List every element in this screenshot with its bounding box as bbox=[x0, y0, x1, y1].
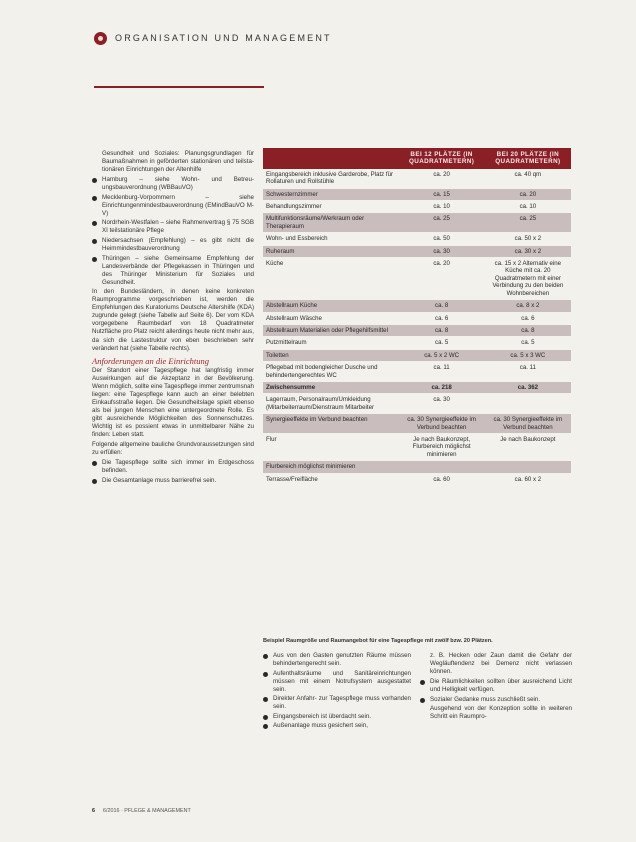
table-row bbox=[263, 349, 571, 361]
table-cell-value: ca. 30 bbox=[399, 394, 485, 414]
table-row bbox=[263, 473, 571, 485]
section-header bbox=[94, 30, 332, 46]
table-cell-label: Abstellraum Küche bbox=[263, 300, 399, 312]
section-title: ORGANISATION UND MANAGEMENT bbox=[115, 33, 332, 43]
table-cell-label: Flur bbox=[263, 433, 399, 460]
body-paragraph: z. B. Hecken oder Zaun damit die Gefahr der Wegläuftendenz bei Demenz nicht verlassen können. bbox=[430, 652, 572, 676]
table-row bbox=[263, 324, 571, 336]
table-cell-label: Flurbereich möglichst minimieren bbox=[263, 461, 399, 473]
table-row bbox=[263, 300, 571, 312]
list-item: Die Räumlichkeiten sollten über ausreichend Licht und Helligkeit verfügen. bbox=[420, 678, 572, 694]
body-paragraph: Ausgehend von der Konzeption sollte in weiteren Schritt ein Raumpro- bbox=[430, 705, 572, 721]
intro-paragraph: Gesundheit und Soziales: Planungsgrundlagen für Baumaßnahmen in geförderten stationären und teilstationären Einrichtungen der Altenhilfe bbox=[102, 150, 254, 174]
table-row bbox=[263, 381, 571, 393]
table-cell-value: ca. 50 x 2 bbox=[485, 233, 571, 245]
table-cell-value: ca. 10 bbox=[485, 201, 571, 213]
header-rule bbox=[94, 86, 264, 88]
table-cell-label: Terrasse/Freifläche bbox=[263, 473, 399, 485]
table-cell-value: ca. 25 bbox=[485, 213, 571, 233]
table-cell-value: ca. 218 bbox=[399, 381, 485, 393]
table-cell-value: ca. 15 x 2 Alternativ eine Küche mit ca. 20 Quadratmetern mit einer Verbindung zu den beiden Wohnbereichen bbox=[485, 258, 571, 300]
table-cell-value: ca. 5 x 2 WC bbox=[399, 349, 485, 361]
table-cell-value: ca. 8 x 2 bbox=[485, 300, 571, 312]
table-cell-value: ca. 20 bbox=[399, 258, 485, 300]
table-cell-value: ca. 50 bbox=[399, 233, 485, 245]
table-cell-label: Wohn- und Essbereich bbox=[263, 233, 399, 245]
table-cell-label: Eingangsbereich inklusive Garderobe, Platz für Rollaturen und Rollstühle bbox=[263, 169, 399, 188]
table-row bbox=[263, 312, 571, 324]
table-cell-value: ca. 11 bbox=[485, 362, 571, 382]
table-cell-value: ca. 25 bbox=[399, 213, 485, 233]
table-row bbox=[263, 461, 571, 473]
table-cell-value: ca. 11 bbox=[399, 362, 485, 382]
list-item: Thüringen – siehe Gemeinsame Empfehlung der Landesverbände der Pflegekassen in Thüringen und des Thüringer Ministerium für Soziales und Gesundheit. bbox=[92, 255, 254, 287]
table-cell-label: Schwesternzimmer bbox=[263, 188, 399, 200]
list-item: Mecklenburg-Vorpommern – siehe Einrichtungenmindestbauverordnung (EMindBauVO M-V) bbox=[92, 194, 254, 218]
room-size-table bbox=[263, 148, 571, 486]
page-footer bbox=[92, 808, 191, 814]
list-item: Eingangsbereich ist überdacht sein. bbox=[263, 713, 411, 721]
table-cell-label: Abstellraum Wäsche bbox=[263, 312, 399, 324]
table-cell-value: ca. 30 x 2 bbox=[485, 245, 571, 257]
table-cell-value: Je nach Baukonzept, Flurbereich möglichst minimieren bbox=[399, 433, 485, 460]
table-header-cell: BEI 20 PLÄTZE (IN QUADRATMETERN) bbox=[485, 148, 571, 169]
list-item: Nordrhein-Westfalen – siehe Rahmenvertrag § 75 SGB XI teilstationäre Pflege bbox=[92, 219, 254, 235]
table-cell-value: ca. 8 bbox=[399, 300, 485, 312]
table-cell-value bbox=[485, 394, 571, 414]
table-header-cell: BEI 12 PLÄTZE (IN QUADRATMETERN) bbox=[399, 148, 485, 169]
table-cell-value: ca. 6 bbox=[399, 312, 485, 324]
table-row bbox=[263, 201, 571, 213]
section-bullet-icon bbox=[94, 32, 107, 45]
list-item: Die Tagespflege sollte sich immer im Erdgeschoss befinden. bbox=[92, 459, 254, 475]
table-cell-label: Abstellraum Materialien oder Pflegehilfsmittel bbox=[263, 324, 399, 336]
table-row bbox=[263, 394, 571, 414]
table-cell-value: ca. 20 bbox=[399, 169, 485, 188]
table-row bbox=[263, 337, 571, 349]
table-cell-value: ca. 8 bbox=[485, 324, 571, 336]
list-item: Sozialer Gedanke muss zuschließt sein. bbox=[420, 696, 572, 704]
footer-text: 6/2016 · PFLEGE & MANAGEMENT bbox=[103, 808, 191, 814]
table-cell-value: ca. 30 Synergieeffekte im Verbund beachten bbox=[485, 414, 571, 434]
table-cell-value: ca. 40 qm bbox=[485, 169, 571, 188]
table-cell-value: ca. 10 bbox=[399, 201, 485, 213]
table-cell-value: ca. 60 x 2 bbox=[485, 473, 571, 485]
table-cell-value: ca. 60 bbox=[399, 473, 485, 485]
bullet-list-requirements bbox=[92, 459, 254, 485]
table-row bbox=[263, 258, 571, 300]
table-cell-value: ca. 20 bbox=[485, 188, 571, 200]
table-cell-value: ca. 5 bbox=[399, 337, 485, 349]
bullet-list-states bbox=[92, 176, 254, 287]
table-cell-label: Multifunktionsräume/Werkraum oder Therapieraum bbox=[263, 213, 399, 233]
table-cell-value bbox=[399, 461, 485, 473]
table-row bbox=[263, 362, 571, 382]
body-paragraph: Der Standort einer Tagespflege hat langfristig immer Auswirkungen auf die Akzeptanz in der Bevölkerung. Wenn möglich, sollte eine Tagespflege immer zentrumsnah liegen: eine Tagespflege kann auch an einer belebten Einkaufsstraße liegen. Die Gesundheitslage spielt ebenso als bei jungen Menschen eine untergeordnete Rolle. Es gibt ausreichende Möglichkeiten des Sonnenschutzes. Wichtig ist es possient etwas in unmittelbarer Nähe zu finden: Leben statt. bbox=[92, 366, 254, 439]
table-cell-label: Toiletten bbox=[263, 349, 399, 361]
table-cell-value: ca. 8 bbox=[399, 324, 485, 336]
table-row bbox=[263, 233, 571, 245]
table-body bbox=[263, 169, 571, 486]
body-paragraph: Folgende allgemeine bauliche Grundvoraussetzungen sind zu erfüllen: bbox=[92, 441, 254, 457]
table-cell-value: ca. 15 bbox=[399, 188, 485, 200]
table-cell-label: Putzmittelraum bbox=[263, 337, 399, 349]
table-row bbox=[263, 433, 571, 460]
list-item: Außenanlage muss gesichert sein, bbox=[263, 722, 411, 730]
table-caption: Beispiel Raumgröße und Raumangebot für eine Tagespflege mit zwölf bzw. 20 Plätzen. bbox=[263, 638, 493, 644]
table-cell-label: Synergieeffekte im Verbund beachten bbox=[263, 414, 399, 434]
subheading: Anforderungen an die Einrichtung bbox=[92, 355, 210, 366]
table-row bbox=[263, 213, 571, 233]
table-cell-label: Ruheraum bbox=[263, 245, 399, 257]
list-item: Die Gesamtanlage muss barrierefrei sein. bbox=[92, 477, 254, 485]
text-column-1 bbox=[92, 150, 254, 486]
page-number: 6 bbox=[92, 808, 95, 814]
table-cell-label: Zwischensumme bbox=[263, 381, 399, 393]
table-cell-label: Küche bbox=[263, 258, 399, 300]
text-column-3 bbox=[420, 652, 572, 723]
table-row bbox=[263, 188, 571, 200]
text-column-2 bbox=[263, 652, 411, 732]
table-row bbox=[263, 245, 571, 257]
list-item: Direkter Anfahr- zur Tagespflege muss vorhanden sein. bbox=[263, 695, 411, 711]
table-cell-label: Pflegebad mit bodengleicher Dusche und behindertengerechtes WC bbox=[263, 362, 399, 382]
table-row bbox=[263, 169, 571, 188]
table-cell-value: Je nach Baukonzept bbox=[485, 433, 571, 460]
table-cell-label: Behandlungszimmer bbox=[263, 201, 399, 213]
list-item: Niedersachsen (Empfehlung) – es gibt nicht die Heimmindestbauverordnung bbox=[92, 237, 254, 253]
list-item: Aufenthaltsräume und Sanitäreinrichtungen müssen mit einem Notrufsystem ausgestattet sein. bbox=[263, 670, 411, 694]
list-item: Aus von den Gasten genutzten Räume müssen behindertengerecht sein. bbox=[263, 652, 411, 668]
table-cell-value: ca. 5 bbox=[485, 337, 571, 349]
table-cell-value bbox=[485, 461, 571, 473]
table-cell-value: ca. 30 bbox=[399, 245, 485, 257]
table-row bbox=[263, 414, 571, 434]
table-cell-label: Lagerraum, Personalraum/Umkleidung (Mitarbeiterraum/Dienstraum Mitarbeiter bbox=[263, 394, 399, 414]
table-header-cell bbox=[263, 148, 399, 169]
bullet-list bbox=[263, 652, 411, 730]
body-paragraph: In den Bundesländern, in denen keine konkreten Raumprogramme vorgeschrieben ist, werden die Empfehlungen des Kuratoriums Deutsche Altershilfe (KDA) zugrunde gelegt (siehe Tabelle auf Seite 6). Der vom KDA vorgegebene Raumbedarf von 18 Quadratmeter Nutzfläche pro Platz reicht allerdings heute nicht mehr aus, da sich die Lastestruktur von eben beschrieben sehr verändert hat (siehe Tabelle rechts). bbox=[92, 288, 254, 352]
table-cell-value: ca. 362 bbox=[485, 381, 571, 393]
table-cell-value: ca. 5 x 3 WC bbox=[485, 349, 571, 361]
bullet-list bbox=[420, 678, 572, 704]
list-item: Hamburg – siehe Wohn- und Betreuungsbauverordnung (WBBauVO) bbox=[92, 176, 254, 192]
table-cell-value: ca. 30 Synergieeffekte im Verbund beachten bbox=[399, 414, 485, 434]
table-cell-value: ca. 6 bbox=[485, 312, 571, 324]
